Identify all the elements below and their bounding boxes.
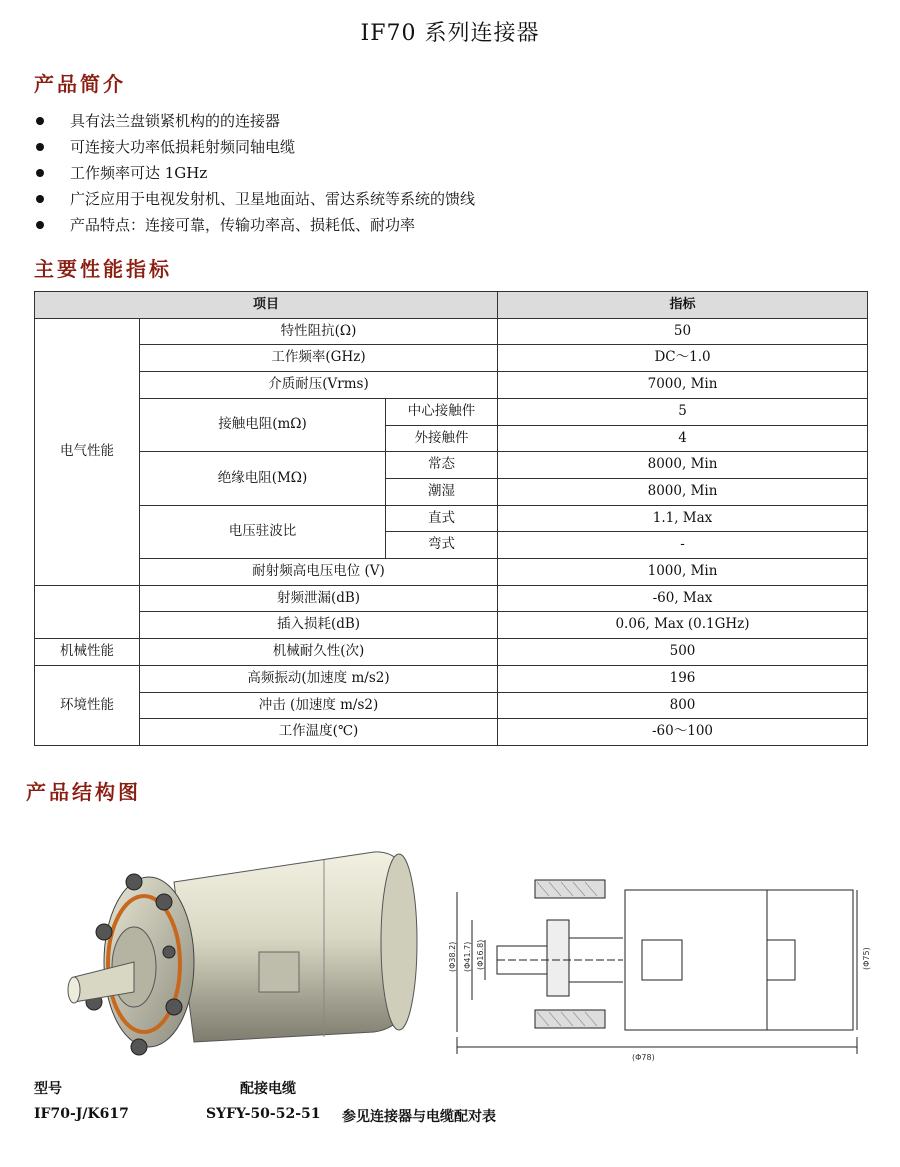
table-row (35, 639, 868, 666)
row-sublabel: 外接触件 (386, 425, 498, 452)
row-label: 接触电阻(mΩ) (140, 398, 386, 451)
row-value: 0.06, Max (0.1GHz) (498, 612, 868, 639)
table-row (35, 318, 868, 345)
cable-label: 配接电缆 (240, 1081, 296, 1097)
dim-d2: (Φ41.7) (463, 941, 472, 972)
page-title: IF70 系列连接器 (360, 21, 540, 46)
row-label: 绝缘电阻(MΩ) (140, 452, 386, 505)
row-value: 1000, Min (498, 559, 868, 586)
row-label: 高频振动(加速度 m/s2) (140, 665, 498, 692)
row-label: 电压驻波比 (140, 505, 386, 558)
row-label: 射频泄漏(dB) (140, 585, 498, 612)
dim-length: (Φ78) (632, 1053, 655, 1062)
row-label: 特性阻抗(Ω) (140, 318, 498, 345)
dim-d4: (Φ75) (862, 947, 871, 970)
bullet-item: 可连接大功率低损耗射频同轴电缆 (36, 134, 475, 160)
table-row (35, 345, 868, 372)
row-label: 插入损耗(dB) (140, 612, 498, 639)
row-value: 7000, Min (498, 372, 868, 399)
bullet-item: 具有法兰盘锁紧机构的的连接器 (36, 108, 475, 134)
row-label: 耐射频高电压电位 (V) (140, 559, 498, 586)
row-value: 196 (498, 665, 868, 692)
row-sublabel: 潮湿 (386, 478, 498, 505)
col-item-header: 项目 (35, 292, 498, 319)
row-label: 冲击 (加速度 m/s2) (140, 692, 498, 719)
bullet-item: 广泛应用于电视发射机、卫星地面站、雷达系统等系统的馈线 (36, 186, 475, 212)
table-row (35, 719, 868, 746)
row-value: 4 (498, 425, 868, 452)
cable-value: SYFY-50-52-51 (206, 1106, 321, 1122)
intro-bullet-list (36, 108, 475, 238)
row-value: 5 (498, 398, 868, 425)
col-value-header: 指标 (498, 292, 868, 319)
row-value: DC～1.0 (498, 345, 868, 372)
row-value: 50 (498, 318, 868, 345)
specs-heading: 主要性能指标 (34, 257, 172, 281)
dim-d1: (Φ38.2) (448, 941, 457, 972)
intro-heading: 产品简介 (34, 72, 126, 96)
table-row (35, 665, 868, 692)
dim-d3: (Φ16.8) (476, 939, 485, 970)
table-row (35, 452, 868, 479)
category-environment: 环境性能 (35, 665, 140, 745)
spec-table (34, 291, 868, 746)
row-value: 800 (498, 692, 868, 719)
table-row (35, 505, 868, 532)
row-value: 500 (498, 639, 868, 666)
table-row (35, 692, 868, 719)
row-value: - (498, 532, 868, 559)
row-label: 机械耐久性(次) (140, 639, 498, 666)
table-row (35, 559, 868, 586)
row-sublabel: 常态 (386, 452, 498, 479)
category-empty (35, 585, 140, 638)
table-row (35, 398, 868, 425)
table-row (35, 612, 868, 639)
row-label: 工作频率(GHz) (140, 345, 498, 372)
row-value: -60～100 (498, 719, 868, 746)
table-row (35, 585, 868, 612)
structure-figures (34, 842, 871, 1072)
bullet-item: 产品特点：连接可靠，传输功率高、损耗低、耐功率 (36, 212, 475, 238)
row-value: 1.1, Max (498, 505, 868, 532)
table-header-row (35, 292, 868, 319)
bullet-item: 工作频率可达 1GHz (36, 160, 475, 186)
connector-3d-image (54, 842, 444, 1067)
category-mechanical: 机械性能 (35, 639, 140, 666)
row-value: 8000, Min (498, 478, 868, 505)
connector-section-drawing (437, 842, 871, 1067)
row-sublabel: 中心接触件 (386, 398, 498, 425)
row-label: 介质耐压(Vrms) (140, 372, 498, 399)
structure-heading: 产品结构图 (26, 780, 141, 804)
table-row (35, 372, 868, 399)
row-sublabel: 弯式 (386, 532, 498, 559)
row-label: 工作温度(℃) (140, 719, 498, 746)
model-value: IF70-J/K617 (34, 1106, 129, 1122)
row-value: 8000, Min (498, 452, 868, 479)
cable-note: 参见连接器与电缆配对表 (342, 1109, 496, 1125)
category-electrical: 电气性能 (35, 318, 140, 585)
row-value: -60, Max (498, 585, 868, 612)
row-sublabel: 直式 (386, 505, 498, 532)
model-label: 型号 (34, 1081, 62, 1097)
